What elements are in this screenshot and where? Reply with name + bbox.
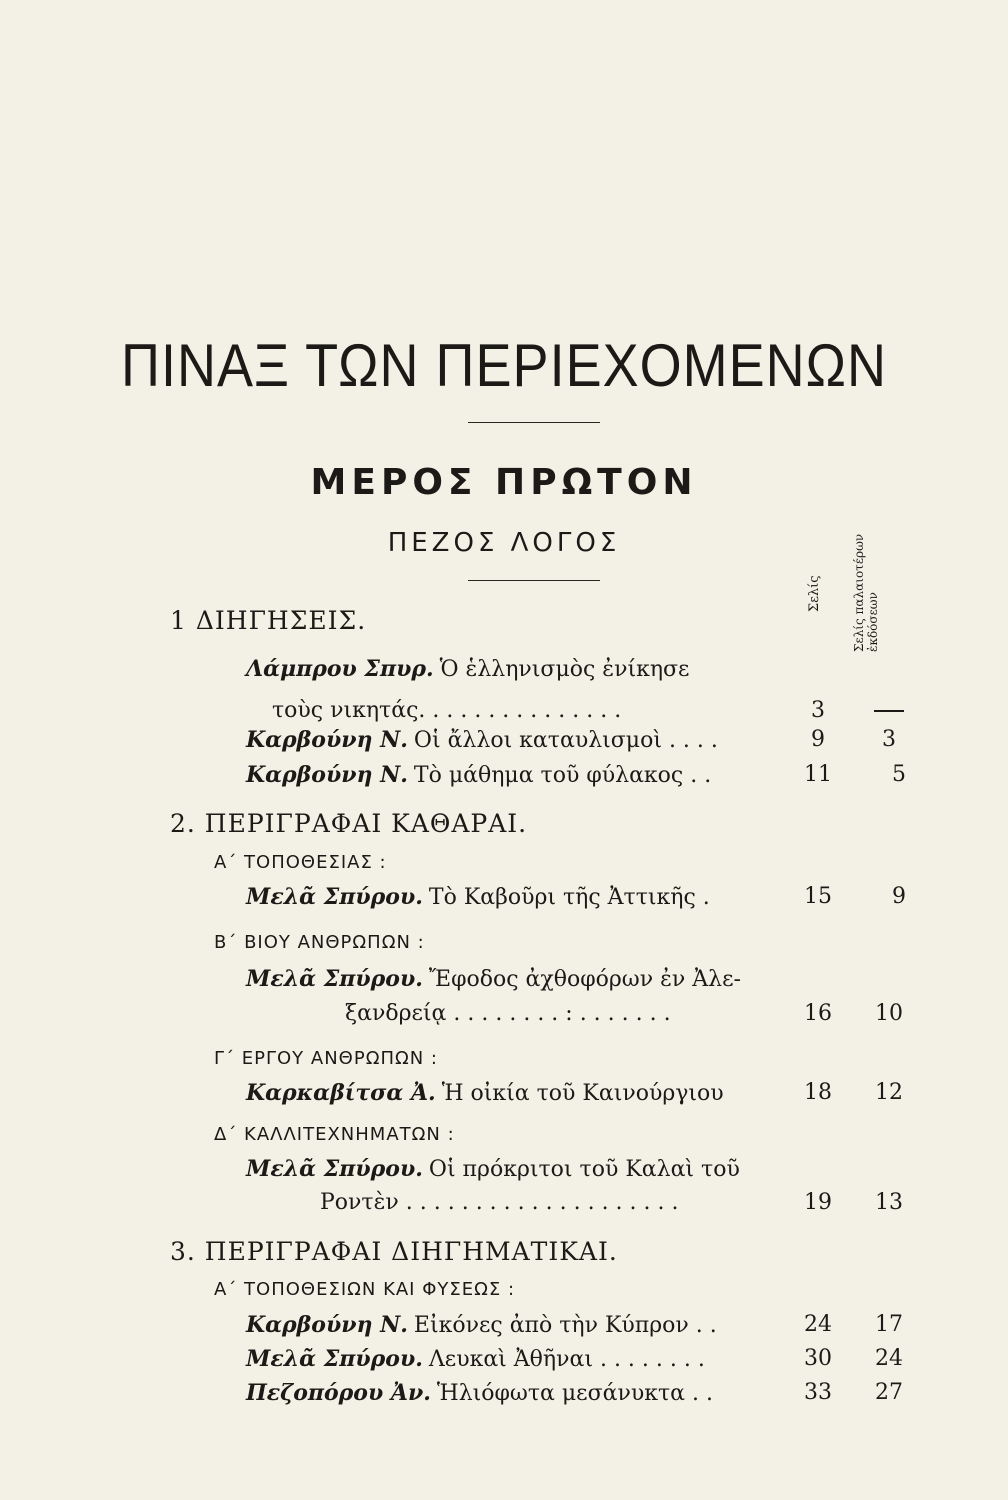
title-divider [468, 422, 600, 423]
genre-divider [468, 580, 600, 581]
entry-page: 33 [804, 1380, 832, 1405]
entry-title: Οἱ πρόκριτοι τοῦ Καλαὶ τοῦ [428, 1157, 740, 1182]
entry-title-continued: Ροντὲν . . . . . . . . . . . . . . . . . . . . [320, 1190, 679, 1215]
genre-title: ΠΕΖΟΣ ΛΟΓΟΣ [387, 528, 621, 558]
subsection-heading: Α΄ ΤΟΠΟΘΕΣΙΑΣ : [214, 852, 387, 873]
entry-author: Καρβούνη Ν. [246, 1312, 408, 1338]
toc-entry [246, 884, 710, 910]
entry-author: Λάμπρου Σπυρ. [246, 656, 434, 682]
part-title: ΜΕΡΟΣ ΠΡΩΤΟΝ [310, 462, 698, 503]
entry-title: Τὸ μάθημα τοῦ φύλακος . . [413, 763, 712, 788]
toc-entry [246, 1156, 740, 1182]
entry-title: Οἱ ἄλλοι καταυλισμοὶ . . . . [413, 728, 718, 753]
entry-old-page: 10 [875, 1001, 903, 1026]
entry-old-page: 5 [892, 762, 906, 787]
entry-page: 19 [804, 1190, 832, 1215]
toc-entry [246, 1346, 705, 1372]
old-page-column-heading: Σελίς παλαιοτέρων ἐκδόσεων [852, 533, 880, 652]
entry-page: 18 [804, 1080, 832, 1105]
entry-page: 9 [811, 727, 825, 752]
entry-title: Ὁ ἑλληνισμὸς ἐνίκησε [439, 657, 690, 682]
toc-entry [246, 727, 718, 753]
section-heading: 1 ΔΙΗΓΗΣΕΙΣ. [170, 606, 367, 635]
toc-entry [246, 762, 711, 788]
entry-title: Τὸ Καβοῦρι τῆς Ἀττικῆς . [428, 885, 710, 910]
entry-old-page: 24 [875, 1346, 903, 1371]
entry-page: 16 [804, 1001, 832, 1026]
entry-title-continued: τοὺς νικητάς. . . . . . . . . . . . . . . [272, 698, 622, 723]
entry-old-page: 13 [875, 1190, 903, 1215]
entry-old-page: 9 [892, 884, 906, 909]
entry-title: Ἡλιόφωτα μεσάνυκτα . . [436, 1381, 713, 1406]
entry-old-page-dash [874, 710, 904, 712]
entry-author: Μελᾶ Σπύρου. [246, 966, 423, 992]
toc-entry [246, 966, 741, 992]
toc-entry [246, 1080, 724, 1106]
entry-author: Καρκαβίτσα Ἀ. [246, 1080, 436, 1106]
entry-title: Εἰκόνες ἀπὸ τὴν Κύπρον . . [413, 1313, 717, 1338]
subsection-heading: Β΄ ΒΙΟΥ ΑΝΘΡΩΠΩΝ : [214, 932, 425, 953]
section-heading: 2. ΠΕΡΙΓΡΑΦΑΙ ΚΑΘΑΡΑΙ. [170, 809, 528, 838]
toc-entry [246, 1380, 713, 1406]
subsection-heading: Α΄ ΤΟΠΟΘΕΣΙΩΝ ΚΑΙ ΦΥΣΕΩΣ : [214, 1279, 516, 1300]
toc-entry [246, 1312, 717, 1338]
page-title: ΠΙΝΑΞ ΤΩΝ ΠΕΡΙΕΧΟΜΕΝΩΝ [121, 332, 887, 400]
entry-author: Μελᾶ Σπύρου. [246, 1156, 423, 1182]
toc-entry [246, 656, 689, 682]
entry-page: 15 [804, 884, 832, 909]
entry-page: 30 [804, 1346, 832, 1371]
section-heading: 3. ΠΕΡΙΓΡΑΦΑΙ ΔΙΗΓΗΜΑΤΙΚΑΙ. [170, 1237, 618, 1266]
entry-author: Καρβούνη Ν. [246, 727, 408, 753]
entry-title: Λευκαὶ Ἀθῆναι . . . . . . . . [428, 1347, 705, 1372]
entry-old-page: 17 [875, 1312, 903, 1337]
entry-author: Μελᾶ Σπύρου. [246, 1346, 423, 1372]
entry-author: Καρβούνη Ν. [246, 762, 408, 788]
entry-old-page: 12 [875, 1080, 903, 1105]
entry-old-page: 3 [882, 727, 896, 752]
entry-title: Ἡ οἰκία τοῦ Καινούργιου [441, 1081, 724, 1106]
page-column-heading: Σελίς [807, 575, 822, 612]
entry-title: Ἔφοδος ἀχθοφόρων ἐν Ἀλε- [428, 967, 741, 992]
entry-page: 3 [811, 698, 825, 723]
entry-page: 11 [804, 762, 832, 787]
entry-page: 24 [804, 1312, 832, 1337]
subsection-heading: Δ΄ ΚΑΛΛΙΤΕΧΝΗΜΑΤΩΝ : [214, 1124, 455, 1145]
entry-old-page: 27 [875, 1380, 903, 1405]
entry-author: Πεζοπόρου Ἀν. [246, 1380, 431, 1406]
entry-author: Μελᾶ Σπύρου. [246, 884, 423, 910]
subsection-heading: Γ΄ ΕΡΓΟΥ ΑΝΘΡΩΠΩΝ : [214, 1048, 438, 1069]
entry-title-continued: ξανδρείᾳ . . . . . . . . : . . . . . . . [345, 1001, 671, 1026]
